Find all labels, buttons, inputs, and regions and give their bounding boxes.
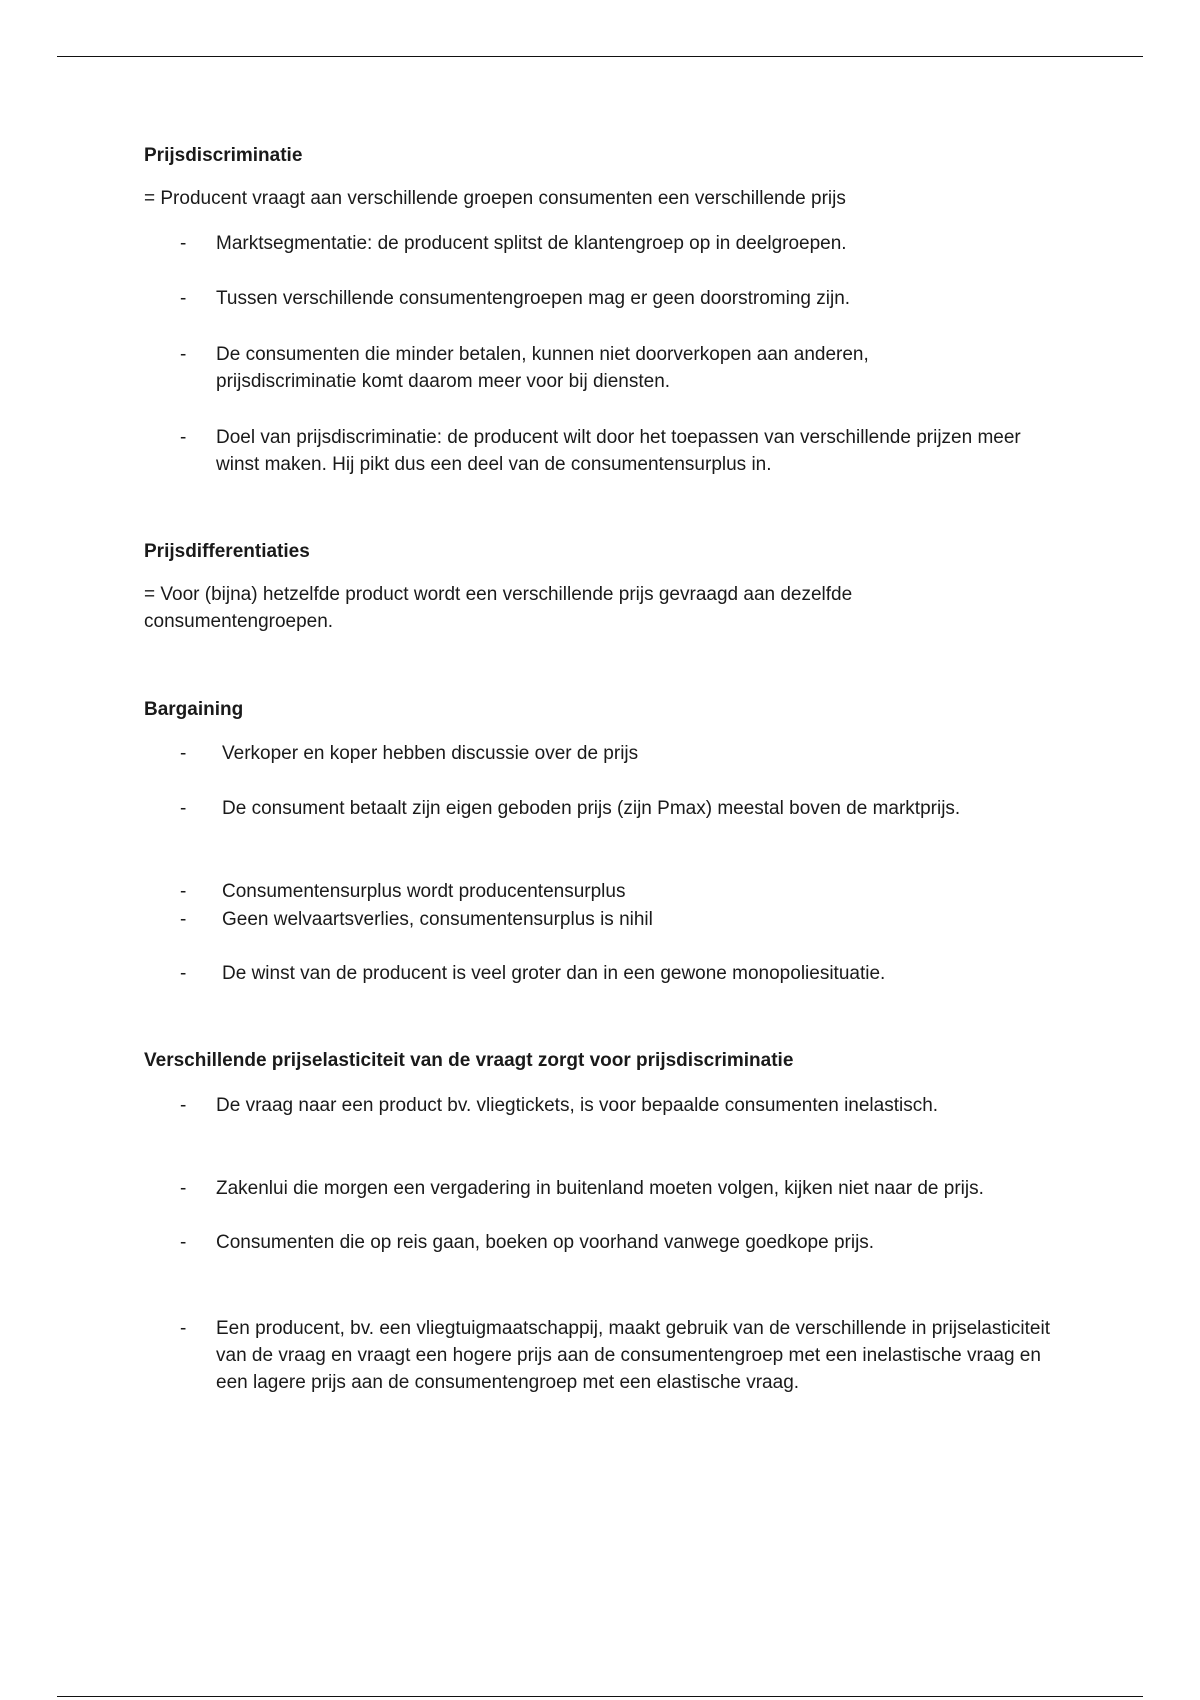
- bullet-marker: -: [180, 963, 187, 984]
- heading-prijsdifferentiaties: Prijsdifferentiaties: [144, 541, 310, 562]
- bullet-marker: -: [180, 288, 187, 309]
- bullet-marker: -: [180, 233, 187, 254]
- bullet-marker: -: [180, 344, 187, 365]
- list-item-text: Consumenten die op reis gaan, boeken op voorhand vanwege goedkope prijs.: [216, 1232, 875, 1253]
- list-item-text: Zakenlui die morgen een vergadering in buitenland moeten volgen, kijken niet naar de prijs.: [216, 1178, 984, 1199]
- definition-prijsdiscriminatie: = Producent vraagt aan verschillende groepen consumenten een verschillende prijs: [144, 188, 846, 209]
- list-item-text: De vraag naar een product bv. vliegtickets, is voor bepaalde consumenten inelastisch.: [216, 1095, 939, 1116]
- bullet-marker: -: [180, 798, 187, 819]
- list-item-text: Marktsegmentatie: de producent splitst de klantengroep op in deelgroepen.: [216, 233, 847, 254]
- list-item-text: De consumenten die minder betalen, kunnen niet doorverkopen aan anderen, prijsdiscriminatie komt daarom meer voor bij diensten.: [216, 344, 869, 392]
- list-item-text: Geen welvaartsverlies, consumentensurplus is nihil: [222, 909, 653, 930]
- heading-prijsdiscriminatie: Prijsdiscriminatie: [144, 145, 303, 166]
- list-item-text: De winst van de producent is veel groter dan in een gewone monopoliesituatie.: [222, 963, 886, 984]
- list-item-text: Verkoper en koper hebben discussie over de prijs: [222, 743, 639, 764]
- bullet-marker: -: [180, 1232, 187, 1253]
- list-item-text: Een producent, bv. een vliegtuigmaatschappij, maakt gebruik van de verschillende in prijselasticiteit van de vraag en vraagt een hogere prijs aan de consumentengroep met een inelastische vraag en een lagere prijs aan de consumentengroep met een elastische vraag.: [216, 1318, 1050, 1393]
- bullet-marker: -: [180, 881, 187, 902]
- bullet-marker: -: [180, 427, 187, 448]
- list-item-text: Doel van prijsdiscriminatie: de producent wilt door het toepassen van verschillende prijzen meer winst maken. Hij pikt dus een deel van de consumentensurplus in.: [216, 427, 1021, 475]
- definition-prijsdifferentiaties: = Voor (bijna) hetzelfde product wordt een verschillende prijs gevraagd aan dezelfde consumentengroepen.: [144, 584, 853, 632]
- list-item-text: Tussen verschillende consumentengroepen mag er geen doorstroming zijn.: [216, 288, 851, 309]
- heading-prijselasticiteit: Verschillende prijselasticiteit van de vraagt zorgt voor prijsdiscriminatie: [144, 1050, 794, 1071]
- bullet-marker: -: [180, 1178, 187, 1199]
- bullet-marker: -: [180, 743, 187, 764]
- bullet-marker: -: [180, 1318, 187, 1339]
- bottom-rule: [57, 1696, 1143, 1697]
- list-item-text: Consumentensurplus wordt producentensurplus: [222, 881, 626, 902]
- bullet-marker: -: [180, 1095, 187, 1116]
- list-item-text: De consument betaalt zijn eigen geboden prijs (zijn Pmax) meestal boven de marktprijs.: [222, 798, 961, 819]
- bullet-marker: -: [180, 909, 187, 930]
- heading-bargaining: Bargaining: [144, 699, 244, 720]
